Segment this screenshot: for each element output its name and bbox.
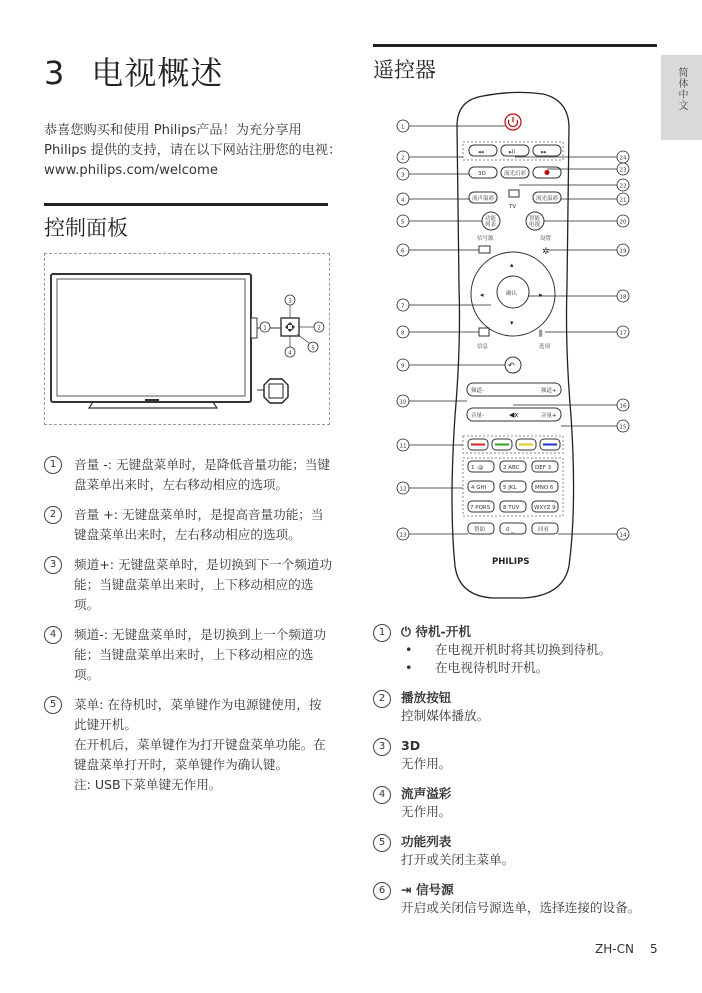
svg-text:1: 1 — [401, 124, 405, 131]
svg-text:↶: ↶ — [508, 361, 515, 370]
intro-text: 恭喜您购买和使用 Philips产品！为充分享用Philips 提供的支持，请在以下网站注册您的电视：www.philips.com/welcome — [44, 123, 342, 178]
svg-text:2: 2 — [317, 325, 321, 332]
svg-text:8 TUV: 8 TUV — [503, 505, 520, 511]
svg-text:▸: ▸ — [539, 291, 543, 299]
svg-text:信息: 信息 — [477, 344, 489, 350]
svg-text:选项: 选项 — [539, 344, 551, 350]
svg-text:9: 9 — [401, 363, 405, 370]
svg-text:19: 19 — [619, 248, 627, 255]
tv-illustration-box — [44, 253, 330, 425]
svg-text:WXYZ 9: WXYZ 9 — [534, 505, 556, 511]
page-number: 5 — [650, 942, 658, 956]
control-panel-list — [44, 455, 334, 805]
svg-text:▸▸: ▸▸ — [541, 149, 547, 156]
svg-text:列表: 列表 — [485, 222, 497, 228]
svg-text:TV: TV — [509, 204, 517, 210]
svg-text:流光幻彩: 流光幻彩 — [504, 171, 527, 177]
list-item: 2 音量 +: 无键盘菜单时，是提高音量功能；当键盘菜单出来时，左右移动相应的选项。 — [44, 505, 334, 545]
list-item: 5 功能列表 打开或关闭主菜单。 — [373, 833, 653, 869]
svg-text:✲: ✲ — [542, 247, 550, 257]
svg-text:3: 3 — [401, 172, 405, 179]
svg-text:18: 18 — [619, 294, 627, 301]
svg-text:◂: ◂ — [480, 291, 484, 299]
svg-text:频道+: 频道+ — [541, 388, 557, 394]
list-item: 4 流声溢彩 无作用。 — [373, 785, 653, 821]
svg-text:1: 1 — [263, 325, 267, 332]
svg-text:1 .@: 1 .@ — [471, 465, 484, 471]
svg-text:5: 5 — [401, 219, 405, 226]
svg-text:13: 13 — [399, 532, 407, 539]
svg-text:4: 4 — [401, 197, 405, 204]
svg-text:确认: 确认 — [506, 291, 518, 297]
footer-lang: ZH-CN — [595, 942, 634, 956]
svg-text:10: 10 — [399, 399, 407, 406]
section-rule — [373, 44, 657, 47]
control-panel-heading: 控制面板 — [44, 216, 128, 240]
svg-text:▾: ▾ — [510, 319, 514, 327]
svg-text:7 PQRS: 7 PQRS — [470, 505, 491, 511]
svg-text:帮助: 帮助 — [474, 527, 486, 533]
svg-text:4 GHI: 4 GHI — [471, 485, 487, 491]
svg-text:信号源: 信号源 — [477, 236, 494, 242]
section-rule — [44, 203, 328, 206]
svg-text:流声溢彩: 流声溢彩 — [472, 196, 495, 202]
svg-text:3D: 3D — [478, 171, 486, 177]
remote-item-list — [373, 623, 653, 929]
remote-diagram — [373, 86, 663, 606]
svg-text:PHILIPS: PHILIPS — [492, 557, 530, 567]
svg-text:5 JKL: 5 JKL — [503, 485, 517, 491]
svg-text:8: 8 — [401, 330, 405, 337]
svg-text:MNO 6: MNO 6 — [535, 485, 554, 491]
svg-text:2: 2 — [401, 155, 405, 162]
chapter-title: 3 电视概述 — [44, 54, 224, 92]
list-item: 1 ⏻ 待机-开机 • 在电视开机时将其切换到待机。 • 在电视待机时开机。 — [373, 623, 653, 677]
svg-text:14: 14 — [619, 532, 627, 539]
list-item: 5 菜单: 在待机时，菜单键作为电源键使用，按此键开机。 在开机后，菜单键作为打开键盘菜单功能。在键盘菜单打开时，菜单键作为确认键。 注: USB下菜单键无作用。 — [44, 695, 334, 795]
svg-text:功能: 功能 — [485, 216, 497, 222]
svg-text:22: 22 — [619, 183, 627, 190]
svg-text:频道-: 频道- — [471, 388, 484, 394]
remote-heading: 遥控器 — [373, 58, 436, 82]
language-tab: 简体中文 — [661, 55, 702, 140]
svg-text:智能: 智能 — [529, 216, 541, 222]
svg-text:音量+: 音量+ — [541, 413, 557, 419]
svg-text:音量-: 音量- — [471, 413, 484, 419]
svg-text:6: 6 — [401, 248, 405, 255]
svg-text:21: 21 — [619, 197, 627, 204]
svg-text:20: 20 — [619, 219, 627, 226]
svg-text:0 _: 0 _ — [506, 527, 514, 533]
svg-text:2 ABC: 2 ABC — [503, 465, 520, 471]
svg-text:5: 5 — [311, 345, 315, 352]
svg-text:11: 11 — [399, 443, 407, 450]
svg-text:▸II: ▸II — [509, 149, 516, 156]
svg-text:15: 15 — [619, 424, 627, 431]
list-item: 6 ⇥ 信号源 开启或关闭信号源选单，选择连接的设备。 — [373, 881, 653, 917]
svg-text:◂◂: ◂◂ — [478, 149, 484, 156]
svg-text:流光溢彩: 流光溢彩 — [536, 196, 559, 202]
svg-text:4: 4 — [288, 350, 292, 357]
list-item: 3 3D 无作用。 — [373, 737, 653, 773]
svg-text:回看: 回看 — [538, 527, 550, 533]
svg-text:23: 23 — [619, 167, 627, 174]
svg-text:3: 3 — [288, 298, 292, 305]
svg-text:DEF 3: DEF 3 — [535, 465, 552, 471]
svg-text:电视: 电视 — [529, 222, 541, 228]
svg-text:24: 24 — [619, 155, 627, 162]
list-item: 2 播放按钮 控制媒体播放。 — [373, 689, 653, 725]
list-item: 3 频道+: 无键盘菜单时，是切换到下一个频道功能；当键盘菜单出来时，上下移动相应的选项。 — [44, 555, 334, 615]
svg-text:设置: 设置 — [540, 236, 552, 242]
svg-text:17: 17 — [619, 330, 627, 337]
svg-text:16: 16 — [619, 403, 627, 410]
svg-text:⫼: ⫼ — [539, 329, 543, 338]
svg-text:▴: ▴ — [510, 261, 514, 269]
list-item: 4 频道-: 无键盘菜单时，是切换到上一个频道功能；当键盘菜单出来时，上下移动相应的选项。 — [44, 625, 334, 685]
svg-text:◀x: ◀x — [509, 411, 519, 419]
svg-text:12: 12 — [399, 486, 407, 493]
list-item: 1 音量 -: 无键盘菜单时，是降低音量功能；当键盘菜单出来时，左右移动相应的选项。 — [44, 455, 334, 495]
svg-text:7: 7 — [401, 303, 405, 310]
